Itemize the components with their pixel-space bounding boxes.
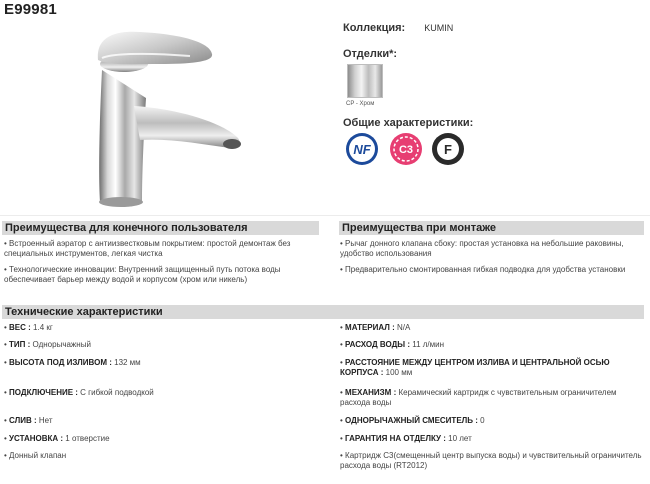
section-user-benefits-title: Преимущества для конечного пользователя [2,221,319,235]
spec-flow-rate: • РАСХОД ВОДЫ : 11 л/мин [340,340,445,349]
list-item: • Технологические инновации: Внутренний защищенный путь потока воды обеспечивает барьер между водой и корпусом (хром или никель) [4,265,281,284]
section-mount-benefits-title: Преимущества при монтаже [339,221,644,235]
mount-benefits-list [340,239,642,281]
spec-drain: • СЛИВ : Нет [4,416,53,425]
spec-connection: • ПОДКЛЮЧЕНИЕ : С гибкой подводкой [4,388,154,397]
list-item: • Предварительно смонтированная гибкая подводка для удобства установки [340,265,626,274]
spec-cartridge: • Картридж C3(смещенный центр выпуска воды) и чувствительный ограничитель расхода воды (RT2012) [340,451,642,470]
spec-weight: • ВЕС : 1.4 кг [4,323,53,332]
f-label-icon [431,132,465,166]
spec-drain-valve: • Донный клапан [4,451,67,460]
section-tech-specs-title: Технические характеристики [2,305,644,319]
finish-caption: CP - Хром [346,101,375,107]
f-badge-text: F [444,142,452,157]
user-benefits-list [4,239,316,291]
chrome-finish-swatch[interactable] [347,64,383,98]
divider [0,215,650,216]
collection-label: Коллекция: [343,22,406,34]
product-sku: E99981 [4,1,57,18]
list-item: • Рычаг донного клапана сбоку: простая установка на небольшие раковины, удобство использования [340,239,624,258]
collection-row [343,22,643,34]
nf-badge-text: NF [353,142,371,157]
spec-spout-height: • ВЫСОТА ПОД ИЗЛИВОМ : 132 мм [4,358,141,367]
nf-certification-icon [345,132,379,166]
c3-cartridge-icon [389,132,423,166]
spec-type: • ТИП : Однорычажный [4,340,91,349]
c3-badge-text: C3 [398,144,414,156]
spec-mechanism: • МЕХАНИЗМ : Керамический картридж с чувствительным ограничителем расхода воды [340,388,617,407]
spec-material: • МАТЕРИАЛ : N/A [340,323,411,332]
features-label: Общие характеристики: [343,117,474,129]
list-item: • Встроенный аэратор с антиизвестковым покрытием: простой демонтаж без специальных инструментов, легкая чистка [4,239,291,258]
spec-installation: • УСТАНОВКА : 1 отверстие [4,434,110,443]
spec-single-lever: • ОДНОРЫЧАЖНЫЙ СМЕСИТЕЛЬ : 0 [340,416,485,425]
faucet-product-image [80,20,260,210]
finish-label: Отделки*: [343,48,398,60]
spec-finish-warranty: • ГАРАНТИЯ НА ОТДЕЛКУ : 10 лет [340,434,472,443]
spec-spout-reach: • РАССТОЯНИЕ МЕЖДУ ЦЕНТРОМ ИЗЛИВА И ЦЕНТРАЛЬНОЙ ОСЬЮ КОРПУСА : 100 мм [340,358,610,377]
collection-value: KUMIN [424,23,454,33]
